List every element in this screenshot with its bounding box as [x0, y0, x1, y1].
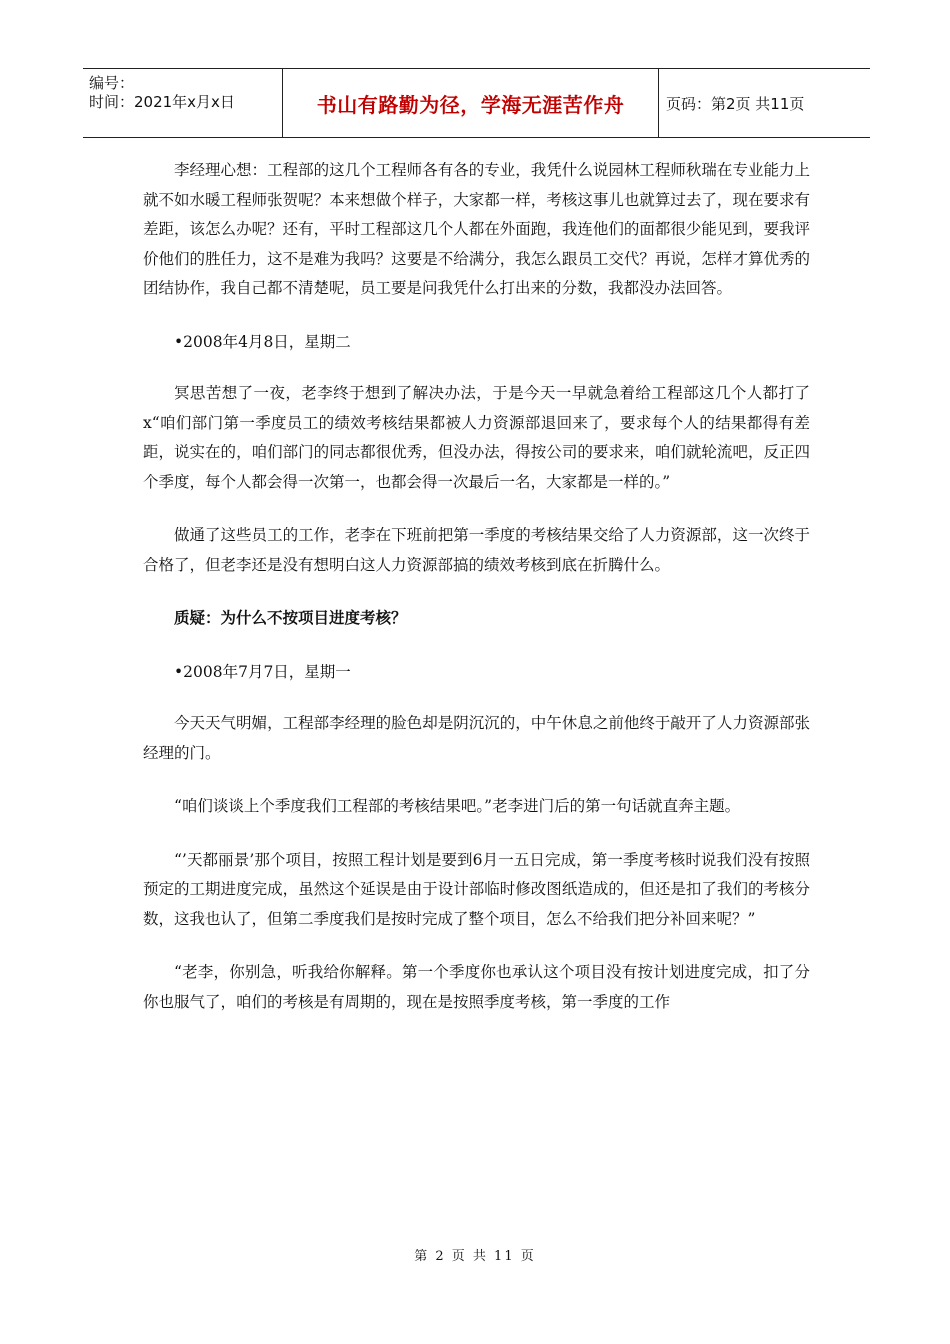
header-motto: 书山有路勤为径，学海无涯苦作舟: [282, 69, 659, 137]
body-paragraph: 今天天气明媚，工程部李经理的脸色却是阴沉沉的，中午休息之前他终于敲开了人力资源部张经理的门。: [143, 714, 810, 762]
section-heading: 质疑：为什么不按项目进度考核？: [174, 609, 407, 627]
body-paragraph: 做通了这些员工的工作，老李在下班前把第一季度的考核结果交给了人力资源部，这一次终于合格了，但老李还是没有想明白这人力资源部搞的绩效考核到底在折腾什么。: [143, 526, 810, 574]
header-info-cell: [83, 69, 282, 137]
number-label: 编号：: [89, 74, 135, 92]
body-paragraph: “咱们谈谈上个季度我们工程部的考核结果吧。”老李进门后的第一句话就直奔主题。: [174, 797, 741, 815]
body-paragraph: “老李，你别急，听我给你解释。第一个季度你也承认这个项目没有按计划进度完成，扣了分你也服气了，咱们的考核是有周期的，现在是按照季度考核，第一季度的工作: [143, 963, 810, 1011]
date-entry: •2008年7月7日，星期一: [174, 662, 351, 681]
body-paragraph: “’天都丽景’那个项目，按照工程计划是要到6月一五日完成，第一季度考核时说我们没有按照预定的工期进度完成，虽然这个延误是由于设计部临时修改图纸造成的，但还是扣了我们的考核分数，这我也认了，但第二季度我们是按时完成了整个项目，怎么不给我们把分补回来呢？”: [143, 850, 810, 928]
header-page-info: 页码：第2页 共11页: [666, 94, 805, 113]
document-body: [143, 156, 810, 1041]
time-label: 时间：2021年x月x日: [89, 93, 235, 111]
body-paragraph: 冥思苦想了一夜，老李终于想到了解决办法，于是今天一早就急着给工程部这几个人都打了x“咱们部门第一季度员工的绩效考核结果都被人力资源部退回来了，要求每个人的结果都得有差距，说实在的，咱们部门的同志都很优秀，但没办法，得按公司的要求来，咱们就轮流吧，反正四个季度，每个人都会得一次第一，也都会得一次最后一名，大家都是一样的。”: [143, 384, 810, 491]
page-header: [83, 68, 870, 138]
page-footer: 第 2 页 共 11 页: [414, 1249, 536, 1264]
body-paragraph: 李经理心想：工程部的这几个工程师各有各的专业，我凭什么说园林工程师秋瑞在专业能力上就不如水暖工程师张贺呢？本来想做个样子，大家都一样，考核这事儿也就算过去了，现在要求有差距，该怎么办呢？还有，平时工程部这几个人都在外面跑，我连他们的面都很少能见到，要我评价他们的胜任力，这不是难为我吗？这要是不给满分，我怎么跟员工交代？再说，怎样才算优秀的团结协作，我自己都不清楚呢，员工要是问我凭什么打出来的分数，我都没办法回答。: [143, 161, 810, 297]
date-entry: •2008年4月8日，星期二: [174, 332, 351, 351]
